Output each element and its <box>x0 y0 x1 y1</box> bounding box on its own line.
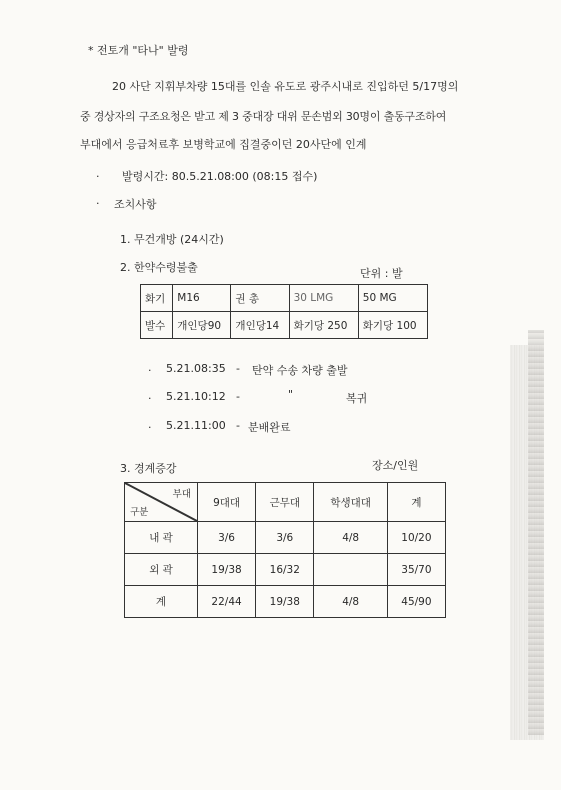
unit-label: 단위 : 발 <box>360 267 403 280</box>
table-cell: 19/38 <box>198 554 256 586</box>
measure-item-2: 2. 한약수령불출 <box>120 261 198 274</box>
table-row <box>125 554 446 586</box>
timeline-dash: - <box>236 390 240 403</box>
row-label: 외 곽 <box>125 554 198 586</box>
column-header: 학생대대 <box>314 483 387 522</box>
table-row <box>141 312 428 339</box>
corner-header <box>125 483 198 522</box>
table-cell: M16 <box>173 285 231 312</box>
paragraph-line-2: 중 경상자의 구조요청은 받고 제 3 중대장 대위 문손범외 30명이 출동구조하여 <box>80 110 447 123</box>
table-cell: 4/8 <box>314 522 387 554</box>
table-cell: 3/6 <box>198 522 256 554</box>
timeline-time: 5.21.11:00 <box>166 419 226 432</box>
document-heading: * 전토개 "타나" 발령 <box>88 44 189 57</box>
bullet-icon: · <box>96 170 100 183</box>
table-cell: 45/90 <box>387 586 445 618</box>
table-cell: 개인당14 <box>231 312 289 339</box>
table-cell: 권 총 <box>231 285 289 312</box>
column-header: 근무대 <box>256 483 314 522</box>
casualty-table <box>124 482 446 618</box>
weapons-table <box>140 284 428 339</box>
timeline-time: 5.21.10:12 <box>166 390 226 403</box>
corner-top-label: 부대 <box>172 489 191 500</box>
table-cell: 개인당90 <box>173 312 231 339</box>
column-header: 계 <box>387 483 445 522</box>
bullet-icon: · <box>148 364 152 377</box>
timeline-time: 5.21.08:35 <box>166 362 226 375</box>
table-cell: 화기당 100 <box>358 312 427 339</box>
bullet-icon: · <box>148 421 152 434</box>
measure-item-1: 1. 무건개방 (24시간) <box>120 233 224 246</box>
timeline-dash: - <box>236 419 240 432</box>
table-cell: 19/38 <box>256 586 314 618</box>
table-cell: 16/32 <box>256 554 314 586</box>
timeline-desc: 분배완료 <box>248 421 291 434</box>
table-row <box>125 522 446 554</box>
timeline-dash: - <box>236 362 240 375</box>
measures-title: 조치사항 <box>114 198 157 211</box>
table-header-row <box>125 483 446 522</box>
column-header: 9대대 <box>198 483 256 522</box>
row-label: 계 <box>125 586 198 618</box>
timeline-ditto: " <box>288 388 294 401</box>
table-cell: 3/6 <box>256 522 314 554</box>
table-cell: 화기당 250 <box>289 312 358 339</box>
table-cell: 10/20 <box>387 522 445 554</box>
table-row-label: 화기 <box>141 285 173 312</box>
table-cell <box>314 554 387 586</box>
section-3-unit: 장소/인원 <box>372 459 419 472</box>
corner-bottom-label: 구분 <box>130 507 149 518</box>
paragraph-line-1: 20 사단 지휘부차량 15대를 인솔 유도로 광주시내로 진입하던 5/17명의 <box>112 80 459 93</box>
bullet-icon: · <box>148 392 152 405</box>
section-3-title: 3. 경계증강 <box>120 462 177 475</box>
bullet-icon: · <box>96 197 100 210</box>
timeline-desc: 탄약 수송 차량 출발 <box>252 364 348 377</box>
scan-edge <box>528 330 544 735</box>
table-row-label: 발수 <box>141 312 173 339</box>
table-row <box>125 586 446 618</box>
paragraph-line-3: 부대에서 응급처료후 보병학교에 집결중이던 20사단에 인계 <box>80 138 367 151</box>
row-label: 내 곽 <box>125 522 198 554</box>
issuance-time: 발령시간: 80.5.21.08:00 (08:15 접수) <box>122 170 318 183</box>
table-cell: 4/8 <box>314 586 387 618</box>
timeline-desc: 복귀 <box>346 392 368 405</box>
table-cell: 35/70 <box>387 554 445 586</box>
table-cell: 50 MG <box>358 285 427 312</box>
table-row <box>141 285 428 312</box>
table-cell: 30 LMG <box>289 285 358 312</box>
table-cell: 22/44 <box>198 586 256 618</box>
